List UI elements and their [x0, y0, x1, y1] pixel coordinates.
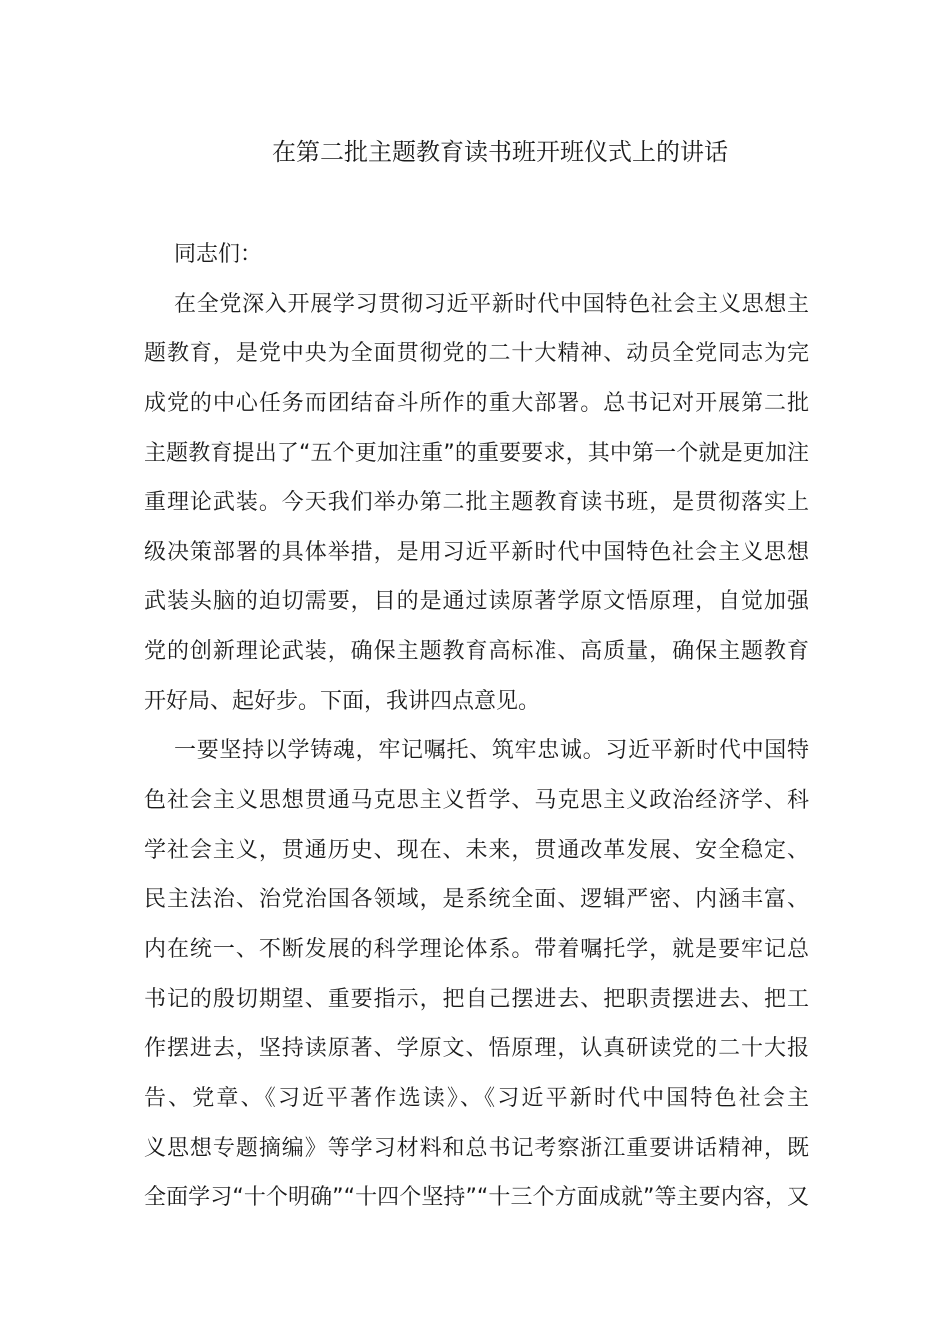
body-line: 一要坚持以学铸魂，牢记嘱托、筑牢忠诚。习近平新时代中国特 — [174, 738, 809, 764]
document-body — [144, 230, 809, 1223]
document-title: 在第二批主题教育读书班开班仪式上的讲话 — [272, 138, 728, 166]
body-line: 党的创新理论武装，确保主题教育高标准、高质量，确保主题教育 — [144, 639, 809, 665]
body-line: 同志们： — [174, 242, 263, 267]
body-line: 书记的殷切期望、重要指示，把自己摆进去、把职责摆进去、把工 — [144, 986, 809, 1012]
body-line: 作摆进去，坚持读原著、学原文、悟原理，认真研读党的二十大报 — [144, 1036, 809, 1062]
body-line: 成党的中心任务而团结奋斗所作的重大部署。总书记对开展第二批 — [144, 390, 809, 416]
body-line: 开好局、起好步。下面，我讲四点意见。 — [144, 688, 541, 714]
body-line: 学社会主义，贯通历史、现在、未来，贯通改革发展、安全稳定、 — [144, 837, 809, 863]
body-line: 全面学习“十个明确”“十四个坚持”“十三个方面成就”等主要内容，又 — [144, 1185, 809, 1211]
body-line: 义思想专题摘编》等学习材料和总书记考察浙江重要讲话精神，既 — [144, 1135, 809, 1161]
body-line: 主题教育提出了“五个更加注重”的重要要求，其中第一个就是更加注 — [144, 440, 809, 466]
body-line: 题教育，是党中央为全面贯彻党的二十大精神、动员全党同志为完 — [144, 341, 809, 367]
body-line: 重理论武装。今天我们举办第二批主题教育读书班，是贯彻落实上 — [144, 490, 809, 516]
body-line: 级决策部署的具体举措，是用习近平新时代中国特色社会主义思想 — [144, 539, 809, 565]
body-line: 武装头脑的迫切需要，目的是通过读原著学原文悟原理，自觉加强 — [144, 589, 809, 615]
body-line: 色社会主义思想贯通马克思主义哲学、马克思主义政治经济学、科 — [144, 788, 809, 814]
body-line: 在全党深入开展学习贯彻习近平新时代中国特色社会主义思想主 — [174, 291, 809, 317]
body-line: 民主法治、治党治国各领域，是系统全面、逻辑严密、内涵丰富、 — [144, 887, 809, 913]
body-line: 内在统一、不断发展的科学理论体系。带着嘱托学，就是要牢记总 — [144, 936, 809, 962]
body-line: 告、党章、《习近平著作选读》、《习近平新时代中国特色社会主 — [144, 1085, 809, 1111]
